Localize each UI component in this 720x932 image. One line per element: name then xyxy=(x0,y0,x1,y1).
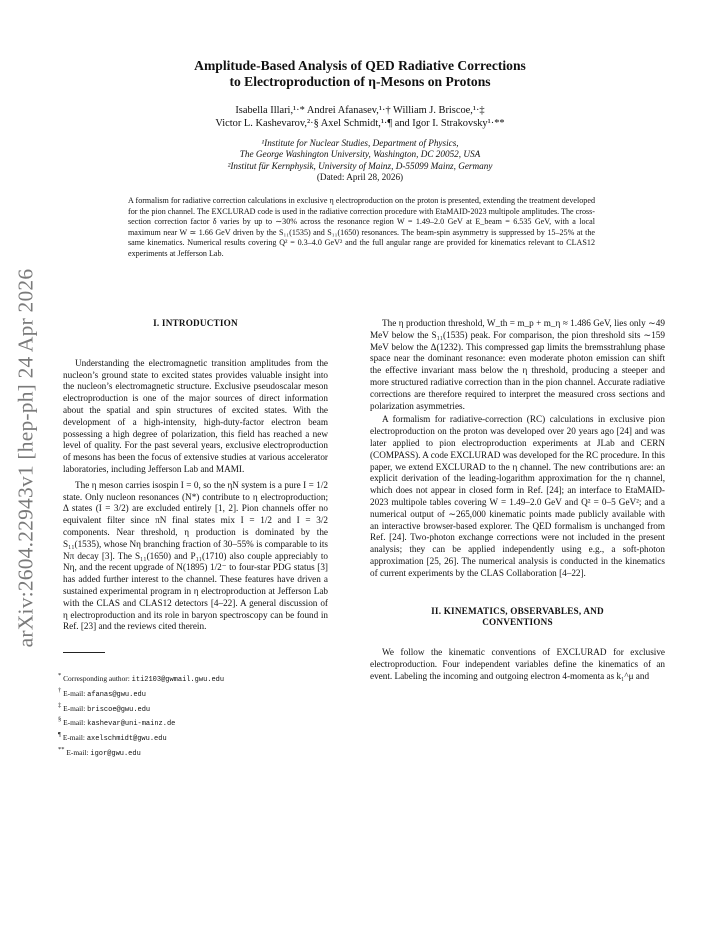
email-link[interactable]: afanas@gwu.edu xyxy=(87,690,146,699)
title-line-1: Amplitude-Based Analysis of QED Radiative Corrections xyxy=(194,58,526,73)
email-link[interactable]: igor@gwu.edu xyxy=(90,749,141,758)
section-heading-kinematics: II. KINEMATICS, OBSERVABLES, AND CONVENTIONS xyxy=(431,605,604,628)
footnote-item: ‡ E-mail: briscoe@gwu.edu xyxy=(58,701,151,714)
affiliations xyxy=(90,138,630,183)
intro-paragraph-2: The η meson carries isospin I = 0, so the ηN system is a pure I = 1/2 state. Only nucleon resonances (N*) contribute to η electroproduction; Δ states (I = 3/2) are excluded entirely [1, 2]. Pion channels offer no equivalent filter since πN final states mix I = 1/2 and I = 3/2 components. Near threshold, η production is dominated by the S₁₁(1535), whose Nη branching fraction of 30–55% is comparable to its Nπ decay [3]. The S₁₁(1650) and P₁₁(1710) also couple appreciably to Nη, and the recent upgrade of N(1895) 1/2⁻ to four-star PDG status [3] has added further interest to the channel. These features have driven a sustained experimental program in η electroproduction at Jefferson Lab with the CLAS and CLAS12 detectors [4–22]. A general discussion of η electroproduction and its role in baryon spectroscopy can be found in Ref. [23] and the reviews cited therein. xyxy=(63,479,328,632)
intro-paragraph-1: Understanding the electromagnetic transition amplitudes from the nucleon’s ground state to excited states provides valuable insight into the nucleon’s electromagnetic structure. Exclusive pseudoscalar meson electroproduction is one of the major sources of direct information about the spatial and spin structures of excited states. With the development of a high-intensity, high-duty-factor electron beam possessing a high degree of polarization, this field has reached a new level of quality. For the past several years, exclusive electroproduction of mesons has been the focus of extensive studies at various accelerator laboratories, including Jefferson Lab and MAMI. xyxy=(63,357,328,474)
affiliation-1a: ¹Institute for Nuclear Studies, Department of Physics, xyxy=(261,138,459,148)
affiliation-1b: The George Washington University, Washington, DC 20052, USA xyxy=(239,149,481,160)
authors-line-2: Victor L. Kashevarov,²·§ Axel Schmidt,¹·¶ and Igor I. Strakovsky¹·** xyxy=(215,118,505,129)
footnote-item: * Corresponding author: iti2103@gwmail.gwu.edu xyxy=(58,672,225,684)
author-list xyxy=(90,104,630,130)
footnote-item: ¶ E-mail: axelschmidt@gwu.edu xyxy=(58,731,167,744)
footnote-item: † E-mail: afanas@gwu.edu xyxy=(58,686,146,699)
abstract: A formalism for radiative correction calculations in exclusive η electroproduction on the proton is presented, extending the treatment developed for the pion channel. The EXCLURAD code is used in the radiative correction procedure with EtaMAID-2023 multipole amplitudes. The cross-section correction factor δ varies by up to ∼30% across the resonance region W = 1.49–2.0 GeV at E_beam = 6.535 GeV, with a local maximum near W ≃ 1.66 GeV driven by the S₁₁(1535) and S₁₁(1650) resonances. The beam-spin asymmetry is suppressed by 15–25% at the same kinematics. Numerical results covering Q² = 0.3–4.0 GeV² and the full angular range are provided for kinematics relevant to CLAS12 experiments at Jefferson Lab. xyxy=(128,196,595,258)
paper-title xyxy=(100,58,620,90)
title-line-2: to Electroproduction of η-Mesons on Protons xyxy=(229,74,491,89)
affiliation-2: ²Institut für Kernphysik, University of Mainz, D-55099 Mainz, Germany xyxy=(227,160,493,171)
arxiv-stamp xyxy=(6,258,46,658)
authors-line-1: Isabella Illari,¹·* Andrei Afanasev,¹·† William J. Briscoe,¹·‡ xyxy=(235,105,485,116)
footnote-item: ** E-mail: igor@gwu.edu xyxy=(58,745,141,758)
footnote-rule xyxy=(63,652,105,653)
email-link[interactable]: iti2103@gwmail.gwu.edu xyxy=(131,676,225,684)
body-paragraph-threshold: The η production threshold, W_th = m_p + m_η ≈ 1.486 GeV, lies only ∼49 MeV below the S₁₁(1535) peak. For comparison, the pion threshold sits ∼159 MeV below the Δ(1232). This compressed gap limits the bremsstrahlung phase space near the dominant resonance: even moderate photon emission can shift the effective invariant mass below the η threshold, producing a steeper and more structured radiative correction than in the pion channel. Accurate radiative corrections are therefore required to interpret the measured cross sections and polarization asymmetries. xyxy=(370,318,665,411)
date-line: (Dated: April 28, 2026) xyxy=(316,171,404,182)
email-link[interactable]: axelschmidt@gwu.edu xyxy=(86,735,167,744)
body-paragraph-formalism: A formalism for radiative-correction (RC) calculations in exclusive pion electroproduction on the proton was developed over 20 years ago [24] and was later applied to pion electroproduction experiments at JLab and CERN (COMPASS). A code EXCLURAD was developed for the RC procedure. In this paper, we extend EXCLURAD to the η channel. The new contributions are: an explicit derivation of the leading-logarithm approximation for the η channel, which does not appear in closed form in Ref. [24]; an interface to EtaMAID-2023 multipole tables covering W = 1.49–2.0 GeV and Q² = 0–5 GeV²; and a numerical output of ∼265,000 kinematic points made publicly available with an interactive browser-based explorer. The QED formalism is unchanged from Ref. [24]. Two-photon exchange corrections were not included in the present analysis; they can be applied independently using e.g., a soft-photon approximation [25, 26]. The numerical analysis is conducted in the kinematics of current experiments by the CLAS Collaboration [4–22]. xyxy=(370,414,665,578)
email-link[interactable]: briscoe@gwu.edu xyxy=(87,705,151,714)
footnotes xyxy=(58,671,338,760)
right-column xyxy=(370,318,665,683)
left-column xyxy=(63,318,328,633)
footnote-item: § E-mail: kashevar@uni-mainz.de xyxy=(58,716,176,729)
email-link[interactable]: kashevar@uni-mainz.de xyxy=(87,720,176,729)
arxiv-id: arXiv:2604.22943v1 [hep-ph] 24 Apr 2026 xyxy=(13,268,38,648)
section-heading-introduction: I. INTRODUCTION xyxy=(153,318,238,328)
body-paragraph-kinematics: We follow the kinematic conventions of EXCLURAD for exclusive electroproduction. Four independent variables define the kinematics of an event. Labeling the incoming and outgoing electron 4-momenta as k₁^μ and xyxy=(370,647,665,681)
